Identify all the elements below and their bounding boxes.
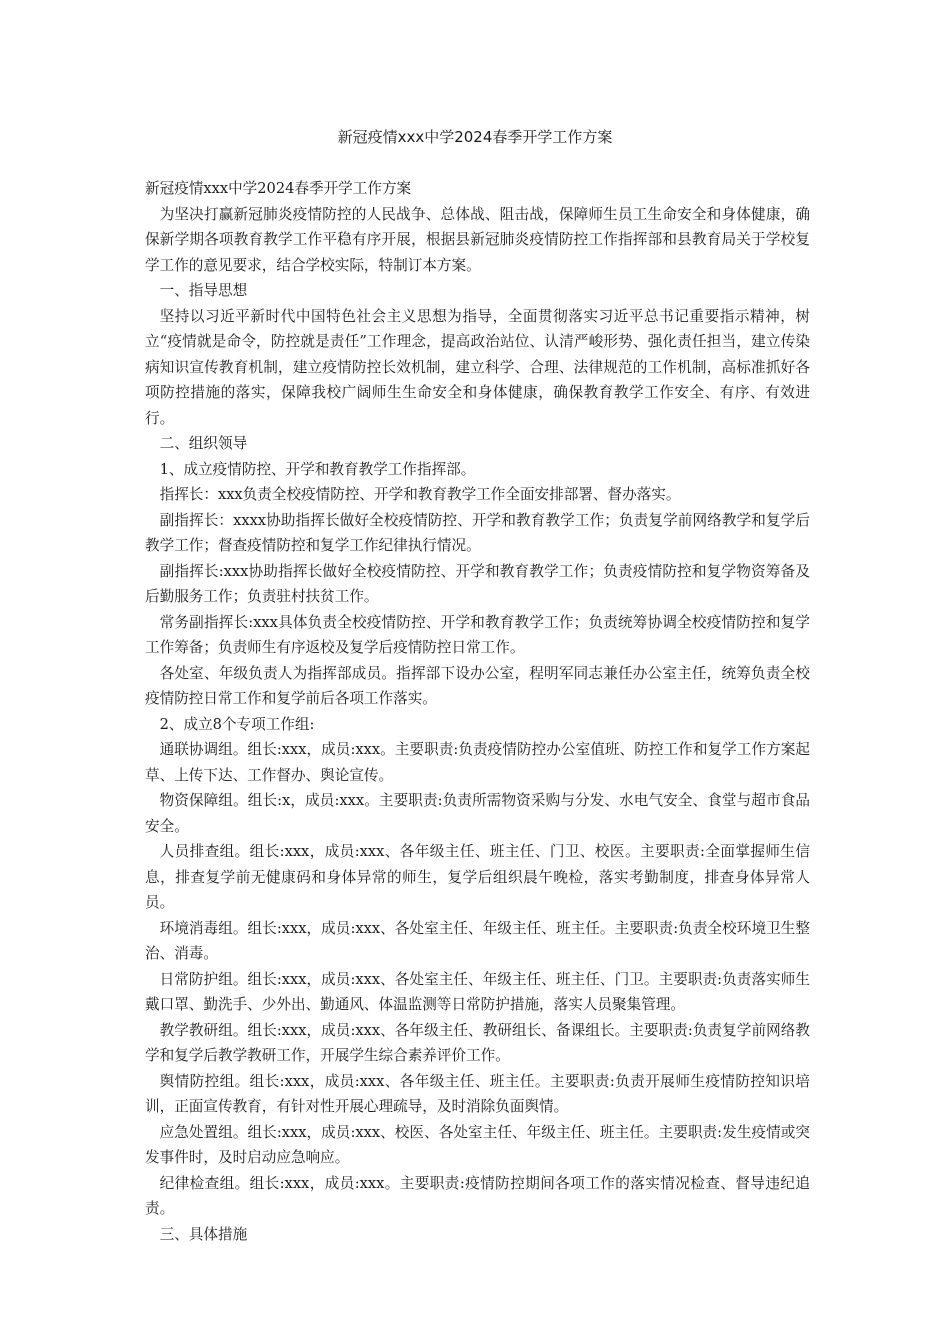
guiding-ideology-paragraph: 坚持以习近平新时代中国特色社会主义思想为指导，全面贯彻落实习近平总书记重要指示精神，树立“疫情就是命令，防控就是责任”工作理念，提高政治站位、认清严峻形势、强化责任担当，建立传染病知识宣传教育机制，建立疫情防控长效机制，建立科学、合理、法律规范的工作机制，高标准抓好各项防控措施的落实，保障我校广阔师生生命安全和身体健康，确保教育教学工作安全、有序、有效进行。: [145, 307, 810, 427]
group-emergency: 应急处置组。组长:xxx，成员:xxx、校医、各处室主任、年级主任、班主任。主要职责:发生疫情或突发事件时，及时启动应急响应。: [145, 1123, 810, 1166]
intro-paragraph: 为坚决打赢新冠肺炎疫情防控的人民战争、总体战、阻击战，保障师生员工生命安全和身体健康，确保新学期各项教育教学工作平稳有序开展，根据县新冠肺炎疫情防控工作指挥部和县教育局关于学校复学工作的意见要求，结合学校实际，特制订本方案。: [145, 205, 810, 274]
group-screening: 人员排查组。组长:xxx，成员:xxx、各年级主任、班主任、门卫、校医。主要职责:全面掌握师生信息，排查复学前无健康码和身体异常的师生，复学后组织晨午晚检，落实考勤制度，排查身体异常人员。: [145, 843, 810, 911]
group-daily-protection: 日常防护组。组长:xxx，成员:xxx、各处室主任、年级主任、班主任、门卫。主要职责:负责落实师生戴口罩、勤洗手、少外出、勤通风、体温监测等日常防护措施，落实人员聚集管理。: [145, 970, 810, 1013]
deputy-commander-2-paragraph: 副指挥长:xxx协助指挥长做好全校疫情防控、开学和教育教学工作；负责疫情防控和复学物资筹备及后勤服务工作；负责驻村扶贫工作。: [145, 562, 810, 605]
group-teaching-research: 教学教研组。组长:xxx，成员:xxx、各年级主任、教研组长、备课组长。主要职责:负责复学前网络教学和复学后教学教研工作，开展学生综合素养评价工作。: [145, 1021, 810, 1064]
group-public-opinion: 舆情防控组。组长:xxx，成员:xxx、各年级主任、班主任。主要职责:负责开展师生疫情防控知识培训，正面宣传教育，有针对性开展心理疏导，及时消除负面舆情。: [145, 1072, 810, 1115]
commander-paragraph: 指挥长：xxx负责全校疫情防控、开学和教育教学工作全面安排部署、督办落实。: [159, 486, 681, 503]
page-title: 新冠疫情xxx中学2024春季开学工作方案: [337, 128, 613, 146]
section-heading-measures: 三、具体措施: [159, 1225, 248, 1243]
members-paragraph: 各处室、年级负责人为指挥部成员。指挥部下设办公室，程明军同志兼任办公室主任，统筹负责全校疫情防控日常工作和复学前后各项工作落实。: [145, 664, 810, 707]
subheading-working-groups: 2、成立8个专项工作组:: [159, 715, 315, 733]
group-disinfection: 环境消毒组。组长:xxx，成员:xxx、各处室主任、年级主任、班主任。主要职责:负责全校环境卫生整治、消毒。: [145, 919, 810, 962]
section-heading-guiding-ideology: 一、指导思想: [159, 282, 248, 299]
group-materials: 物资保障组。组长:x，成员:xxx。主要职责:负责所需物资采购与分发、水电气安全、食堂与超市食品安全。: [145, 792, 810, 835]
deputy-commander-1-paragraph: 副指挥长：xxxx协助指挥长做好全校疫情防控、开学和教育教学工作；负责复学前网络教学和复学后教学工作；督查疫情防控和复学工作纪律执行情况。: [145, 511, 810, 554]
executive-deputy-paragraph: 常务副指挥长:xxx具体负责全校疫情防控、开学和教育教学工作；负责统筹协调全校疫情防控和复学工作筹备；负责师生有序返校及复学后疫情防控日常工作。: [145, 613, 810, 656]
document-subtitle: 新冠疫情xxx中学2024春季开学工作方案: [145, 180, 412, 197]
group-discipline: 纪律检查组。组长:xxx，成员:xxx。主要职责:疫情防控期间各项工作的落实情况检查、督导违纪追责。: [145, 1174, 810, 1217]
subheading-command-center: 1、成立疫情防控、开学和教育教学工作指挥部。: [159, 460, 476, 478]
group-coordination: 通联协调组。组长:xxx，成员:xxx。主要职责:负责疫情防控办公室值班、防控工作和复学工作方案起草、上传下达、工作督办、舆论宣传。: [145, 741, 810, 784]
section-heading-organization: 二、组织领导: [159, 435, 248, 452]
document-body: [145, 176, 810, 1247]
